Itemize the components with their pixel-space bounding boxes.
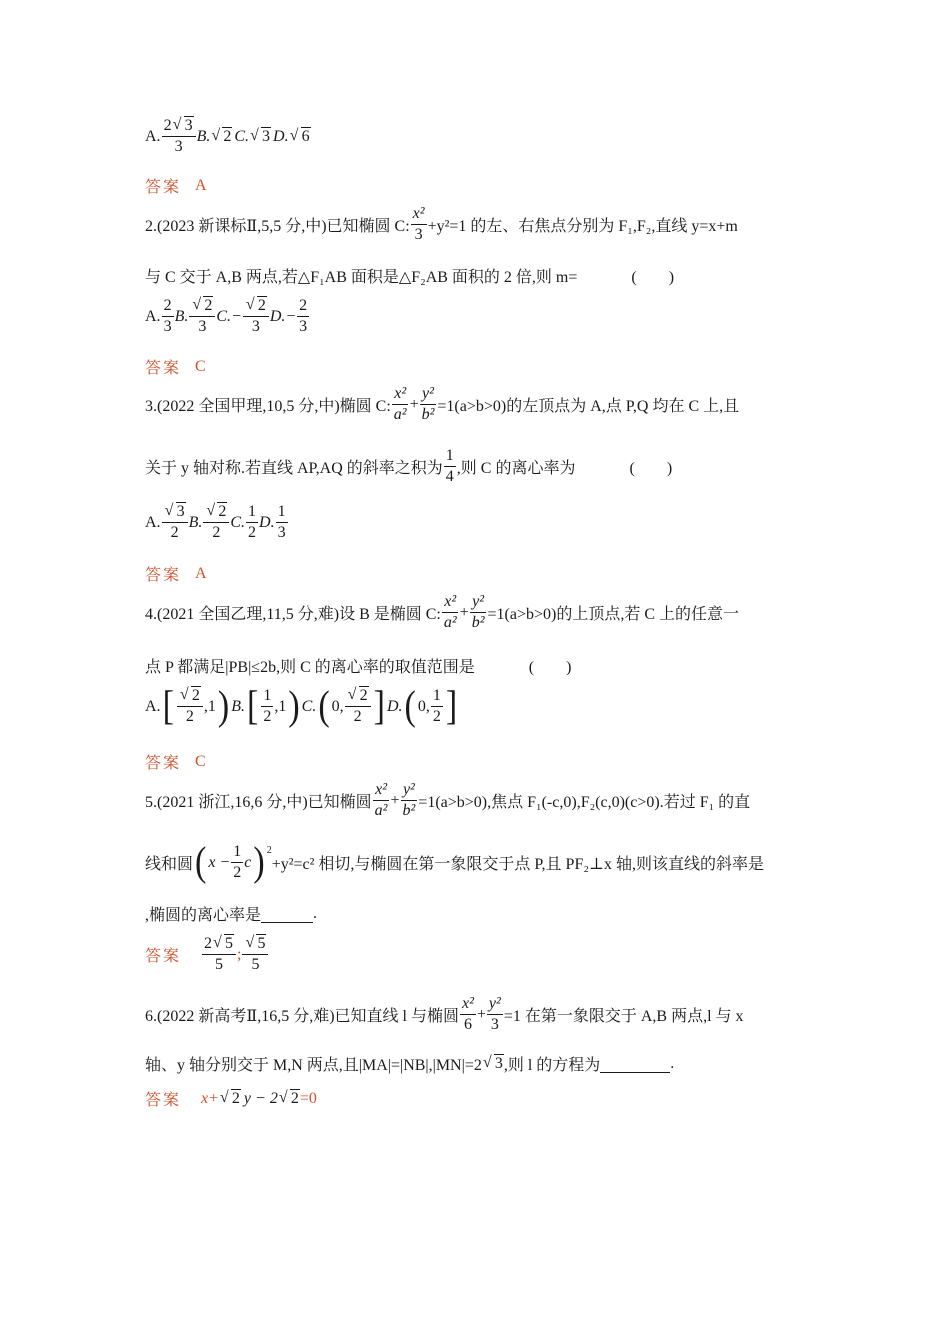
q4-options: A. [ √ $\frac{2}{2}$ ,1 ) B. [ $\frac{1}{2}$ ,1 ) C. ( 0, √ $\frac{2}{2}$ ] D. ( 0, $\frac{1}{2}$ ]	[145, 688, 459, 726]
q5-stem-line-2: 线和圆 ( x − $\frac{1}{2}$ c ) 2 +y²=c² 相切,与椭圆在第一象限交于点 P,且 PF₂⊥x 轴,则该直线的斜率是	[145, 839, 764, 885]
q1-option-d-root: √ 6	[290, 128, 311, 146]
q6-answer: 答案 x+ √ 2 y − 2 √ 2 =0	[145, 1087, 317, 1110]
q1-options	[145, 118, 311, 156]
q2-answer-value: C	[195, 357, 206, 375]
q3-answer-value: A	[195, 564, 207, 582]
q2-option-c-fraction: √ $\frac{2}{3}$	[243, 298, 269, 336]
q4-answer-value: C	[195, 752, 206, 770]
q5-stem-line-1: 5.(2021 浙江,16,6 分,中)已知椭圆 $\frac{\text{x²}}{\text{a²}}$ + $\frac{\text{y²}}{\text{b²}}$ =1(a>b>0),焦点 F₁(-c,0),F₂(c,0)(c>0).若过 F₁ 的直	[145, 781, 751, 819]
q3-answer-paren: ( )	[629, 460, 673, 478]
q3-answer: 答案 A	[145, 564, 207, 584]
q3-stem-line-1: 3.(2022 全国甲理,10,5 分,中)椭圆 C: $\frac{\text{x²}}{\text{a²}}$ + $\frac{\text{y²}}{\text{b²}}$ =1(a>b>0)的左顶点为 A,点 P,Q 均在 C 上,且	[145, 385, 740, 423]
q2-stem-line-1: 2.(2023 新课标Ⅱ,5,5 分,中)已知椭圆 C: $\frac{\text{x²}}{3}$ +y²=1 的左、右焦点分别为 F₁,F₂,直线 y=x+m	[145, 205, 738, 243]
q4-answer-paren: ( )	[528, 659, 572, 676]
q5-stem-line-3: ,椭圆的离心率是 .	[145, 904, 318, 924]
q2-stem-line-2: 与 C 交于 A,B 两点,若△F₁AB 面积是△F₂AB 面积的 2 倍,则 m= ( )	[145, 264, 674, 287]
q4-stem-line-1: 4.(2021 全国乙理,11,5 分,难)设 B 是椭圆 C: $\frac{\text{x²}}{\text{a²}}$ + $\frac{\text{y²}}{\text{b²}}$ =1(a>b>0)的上顶点,若 C 上的任意一	[145, 593, 739, 631]
q3-options: A. √ $\frac{3}{2}$ B. √ $\frac{2}{2}$ C. $\frac{1}{2}$ D. $\frac{1}{3}$	[145, 504, 289, 542]
q6-blank	[600, 1054, 670, 1073]
q3-stem-line-2: 关于 y 轴对称.若直线 AP,AQ 的斜率之积为 $\frac{1}{4}$ ,则 C 的离心率为 ( )	[145, 447, 673, 485]
q1-option-a-fraction: $\frac{2√ 3}{3}$	[162, 118, 196, 156]
q2-option-b-fraction: √ $\frac{2}{3}$	[189, 298, 215, 336]
q2-option-a-fraction: $\frac{2}{3}$	[163, 297, 172, 335]
q6-stem-line-1: 6.(2022 新高考Ⅱ,16,5 分,难)已知直线 l 与椭圆 $\frac{\text{x²}}{6}$ + $\frac{\text{y²}}{3}$ =1 在第一象限交于 A,B 两点,l 与 x	[145, 995, 744, 1033]
q1-option-c-label: C.	[234, 127, 250, 145]
q5-blank	[261, 904, 313, 923]
q2-fraction: $\frac{\text{x²}}{3}$	[412, 205, 425, 243]
q4-stem-line-2: 点 P 都满足|PB|≤2b,则 C 的离心率的取值范围是 ( )	[145, 654, 571, 677]
q1-option-b-label: B.	[196, 127, 211, 145]
q1-answer: 答案 A	[145, 176, 207, 196]
q5-answer-2: √ $\frac{5}{5}$	[242, 936, 268, 974]
q1-option-d-label: D.	[273, 127, 289, 145]
q1-option-a-label: A.	[145, 127, 161, 145]
q2-options: A. $\frac{2}{3}$ B. √ $\frac{2}{3}$ C.− √ $\frac{2}{3}$ D.− $\frac{2}{3}$	[145, 298, 310, 336]
q1-option-b-root: √ 2	[211, 128, 232, 146]
q1-option-c-root: √ 3	[250, 128, 271, 146]
q5-answer-1: $\frac{2√ 5}{5}$	[202, 936, 236, 974]
q4-answer: 答案 C	[145, 752, 206, 772]
q1-answer-value: A	[195, 176, 207, 194]
q2-option-d-fraction: $\frac{2}{3}$	[299, 297, 308, 335]
q5-answer: 答案 $\frac{2√ 5}{5}$ ; √ $\frac{5}{5}$	[145, 936, 269, 974]
q2-answer: 答案 C	[145, 357, 206, 377]
q2-answer-paren: ( )	[631, 269, 675, 286]
q6-stem-line-2: 轴、y 轴分别交于 M,N 两点,且|MA|=|NB|,|MN|=2 √ 3 ,则 l 的方程为 .	[145, 1052, 674, 1075]
